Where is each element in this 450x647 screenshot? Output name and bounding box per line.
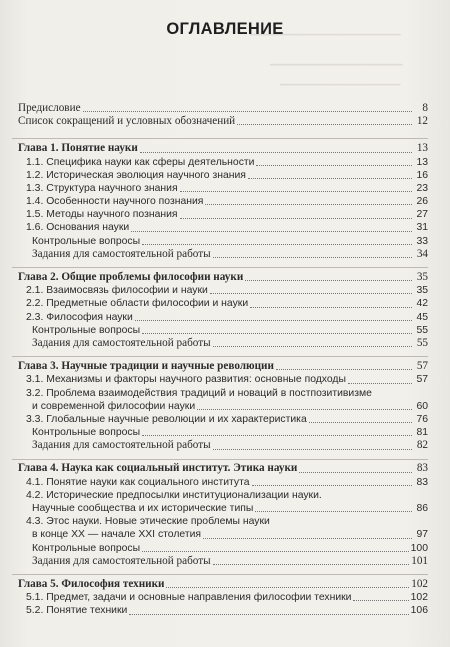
page-number: 31 (416, 222, 428, 234)
dot-leader (255, 511, 412, 512)
chapter-block (12, 267, 428, 350)
toc-entry[interactable] (12, 515, 428, 528)
toc-entry[interactable] (12, 337, 428, 350)
page-number: 57 (416, 360, 428, 373)
entry-title: и современной философии науки (32, 400, 196, 412)
page-number: 23 (416, 182, 428, 194)
entry-title: 1.2. Историческая эволюция научного знания (26, 169, 246, 181)
entry-title: Глава 2. Общие проблемы философии науки (18, 271, 244, 284)
toc-entry[interactable] (12, 591, 428, 604)
entry-title: Задания для самостоятельной работы (32, 554, 211, 567)
dot-leader (353, 600, 408, 601)
chapter-list (12, 138, 428, 617)
page-title: ОГЛАВЛЕНИЕ (166, 20, 284, 38)
entry-title: Задания для самостоятельной работы (32, 336, 211, 349)
toc-entry[interactable] (12, 248, 428, 261)
intro-entries (12, 102, 428, 128)
dot-leader (348, 383, 412, 384)
page-number: 101 (411, 554, 428, 567)
entry-title: Предисловие (18, 101, 81, 114)
dot-leader (205, 204, 412, 205)
chapter-block (12, 459, 428, 569)
dot-leader (180, 218, 412, 219)
dot-leader (142, 551, 409, 552)
chapter-heading[interactable] (12, 360, 428, 373)
entry-title: 4.1. Понятие науки как социального института (26, 476, 250, 488)
dot-leader (142, 435, 412, 436)
dot-leader (250, 307, 412, 308)
page-number: 13 (416, 142, 428, 155)
dot-leader (142, 244, 412, 245)
toc-entry[interactable] (12, 182, 428, 195)
chapter-divider (12, 138, 428, 139)
page-number: 83 (416, 476, 428, 488)
dot-leader (213, 564, 410, 565)
toc-entry[interactable] (12, 115, 428, 128)
entry-title: 1.5. Методы научного познания (26, 209, 178, 221)
entry-title: Контрольные вопросы (32, 427, 141, 439)
toc-entry[interactable] (12, 489, 428, 502)
entry-title: 3.3. Глобальные научные революции и их характеристика (26, 413, 307, 425)
entry-title: Контрольные вопросы (32, 324, 141, 336)
entry-title: 2.2. Предметные области философии и науки (26, 298, 249, 310)
toc-entry[interactable] (12, 387, 428, 400)
entry-title: Глава 1. Понятие науки (18, 142, 138, 155)
toc-entry[interactable] (12, 426, 428, 439)
toc-entry[interactable] (12, 169, 428, 182)
dot-leader (142, 333, 412, 334)
toc-entry[interactable] (12, 195, 428, 208)
chapter-divider (12, 459, 428, 460)
entry-title: 3.1. Механизмы и факторы научного развития: основные подходы (26, 374, 346, 386)
page-number: 81 (416, 427, 428, 439)
dot-leader (248, 178, 412, 179)
entry-title: 4.2. Исторические предпосылки институционализации науки. (26, 489, 322, 501)
page-number: 26 (416, 196, 428, 208)
dot-leader (213, 449, 412, 450)
dot-leader (129, 614, 408, 615)
page-number: 82 (416, 439, 428, 452)
dot-leader (180, 191, 412, 192)
dot-leader (166, 587, 409, 588)
dot-leader (213, 257, 412, 258)
entry-title: Глава 5. Философия техники (18, 577, 165, 590)
entry-title: 5.2. Понятие техники (26, 605, 128, 617)
dot-leader (140, 152, 412, 153)
dot-leader (237, 124, 412, 125)
page-number: 35 (416, 285, 428, 297)
toc-entry[interactable] (12, 400, 428, 413)
entry-title: Список сокращений и условных обозначений (18, 115, 236, 128)
dot-leader (203, 538, 412, 539)
page-number: 35 (416, 271, 428, 284)
entry-title: 5.1. Предмет, задачи и основные направления философии техники (26, 592, 352, 604)
toc-entry[interactable] (12, 284, 428, 297)
toc-entry[interactable] (12, 542, 428, 555)
dot-leader (131, 231, 412, 232)
toc-entry[interactable] (12, 297, 428, 310)
toc-entry[interactable] (12, 502, 428, 515)
dot-leader (135, 320, 412, 321)
dot-leader (210, 293, 412, 294)
entry-title: 2.1. Взаимосвязь философии и науки (26, 285, 208, 297)
dot-leader (252, 485, 412, 486)
page-number: 83 (416, 462, 428, 475)
entry-title: 1.3. Структура научного знания (26, 182, 178, 194)
page-number: 27 (416, 209, 428, 221)
entry-title: Научные сообщества и их исторические типы (32, 503, 254, 515)
entry-title: Задания для самостоятельной работы (32, 439, 211, 452)
dot-leader (245, 280, 412, 281)
page-number: 60 (416, 400, 428, 412)
toc-entry[interactable] (12, 604, 428, 617)
toc-entry[interactable] (12, 324, 428, 337)
page-number: 8 (422, 101, 428, 114)
page-number: 45 (416, 311, 428, 323)
show-through-text: ━━━━━━━━━━━━━━━━━━━━━━━━━ (250, 30, 401, 41)
page-number: 76 (416, 413, 428, 425)
entry-title: 4.3. Этос науки. Новые этические проблемы науки (26, 516, 270, 528)
entry-title: Контрольные вопросы (32, 542, 141, 554)
toc-entry[interactable] (12, 102, 428, 115)
dot-leader (276, 369, 412, 370)
chapter-divider (12, 574, 428, 575)
entry-title: 1.6. Основания науки (26, 222, 130, 234)
toc-entry[interactable] (12, 222, 428, 235)
chapter-divider (12, 267, 428, 268)
entry-title: Контрольные вопросы (32, 235, 141, 247)
dot-leader (83, 111, 412, 112)
page-number: 86 (416, 503, 428, 515)
show-through-text: ━━━━━━━━━━━━━━━━━━━━ (280, 80, 401, 91)
entry-title: в конце XX — начале XXI столетия (32, 529, 202, 541)
page-number: 33 (416, 235, 428, 247)
toc-entry[interactable] (12, 439, 428, 452)
toc-entry[interactable] (12, 156, 428, 169)
page-number: 13 (416, 156, 428, 168)
toc-entry[interactable] (12, 528, 428, 541)
chapter-heading[interactable] (12, 463, 428, 476)
show-through-text: ━━━━━━━━━━━━━━━━━━━━━━ (270, 60, 403, 71)
entry-title: Задания для самостоятельной работы (32, 247, 211, 260)
page-number: 57 (416, 374, 428, 386)
entry-title: 1.1. Специфика науки как сферы деятельности (26, 156, 255, 168)
page-number: 34 (416, 247, 428, 260)
chapter-block (12, 138, 428, 261)
toc-entry[interactable] (12, 373, 428, 386)
entry-title: 1.4. Особенности научного познания (26, 196, 204, 208)
chapter-heading[interactable] (12, 271, 428, 284)
page-number: 102 (411, 577, 428, 590)
chapter-heading[interactable] (12, 578, 428, 591)
page-number: 102 (410, 592, 428, 604)
page-number: 12 (416, 115, 428, 128)
table-of-contents (12, 102, 428, 618)
entry-title: 2.3. Философия науки (26, 311, 133, 323)
toc-entry[interactable] (12, 555, 428, 568)
toc-entry[interactable] (12, 208, 428, 221)
chapter-block (12, 356, 428, 452)
page-number: 55 (416, 336, 428, 349)
toc-entry[interactable] (12, 413, 428, 426)
entry-title: Глава 4. Наука как социальный институт. Этика науки (18, 462, 298, 475)
page-number: 16 (416, 169, 428, 181)
chapter-heading[interactable] (12, 142, 428, 155)
page-number: 42 (416, 298, 428, 310)
page-number: 106 (410, 605, 428, 617)
chapter-divider (12, 356, 428, 357)
dot-leader (299, 472, 412, 473)
chapter-block (12, 574, 428, 618)
entry-title: Глава 3. Научные традиции и научные революции (18, 360, 274, 373)
page-number: 55 (416, 324, 428, 336)
page-number: 97 (416, 529, 428, 541)
dot-leader (256, 165, 412, 166)
dot-leader (309, 422, 412, 423)
page-number: 100 (410, 542, 428, 554)
toc-entry[interactable] (12, 311, 428, 324)
dot-leader (213, 346, 412, 347)
entry-title: 3.2. Проблема взаимодействия традиций и новаций в постпозитивизме (26, 387, 372, 399)
toc-entry[interactable] (12, 476, 428, 489)
toc-entry[interactable] (12, 235, 428, 248)
dot-leader (197, 409, 412, 410)
